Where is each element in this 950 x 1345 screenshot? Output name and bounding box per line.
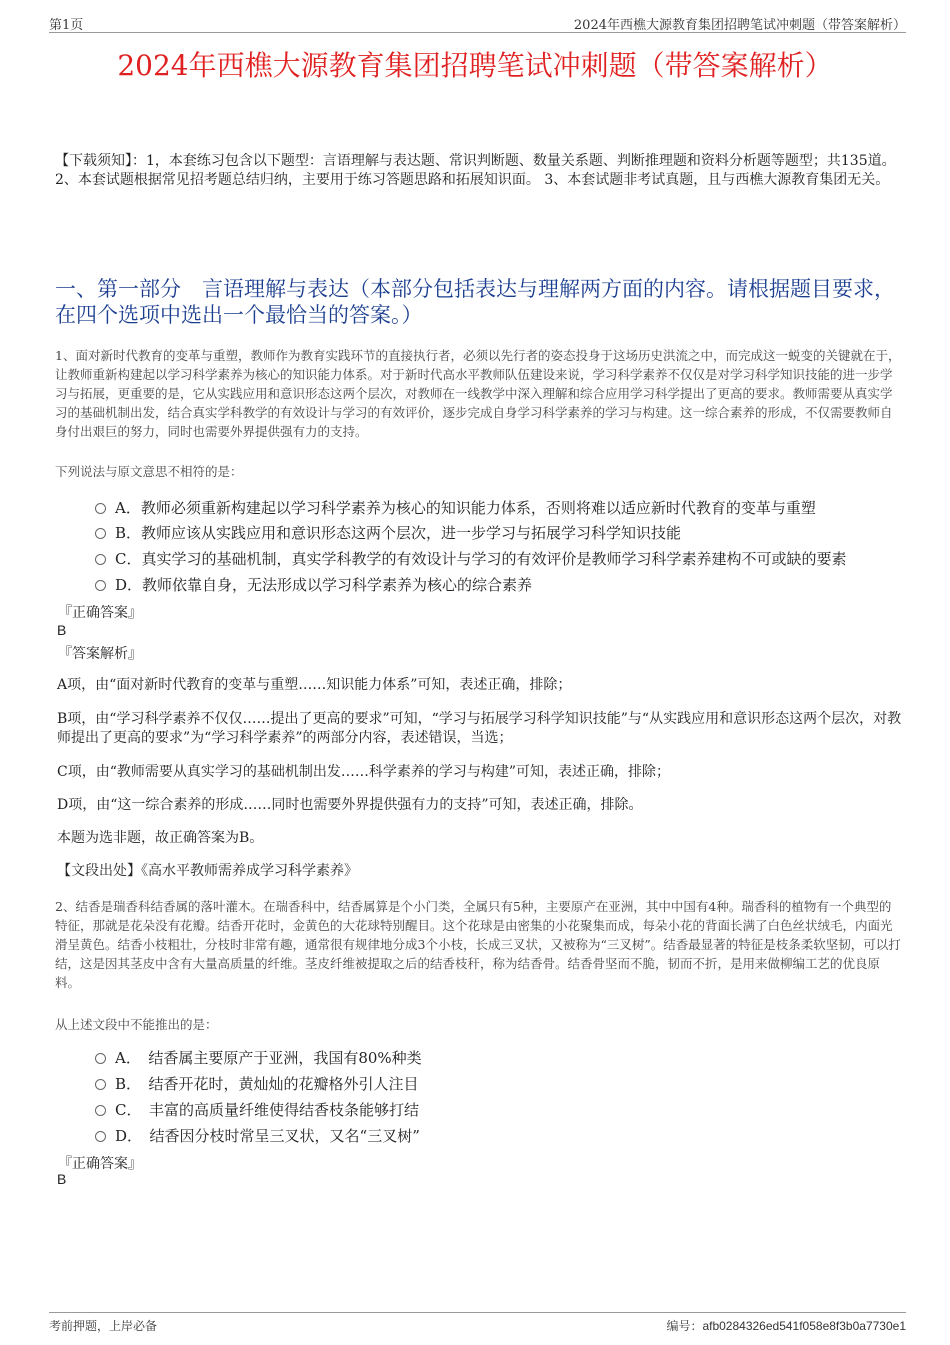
header-doc-title: 2024年西樵大源教育集团招聘笔试冲刺题（带答案解析）	[573, 18, 906, 33]
q1-answer-label: 『正确答案』	[58, 605, 142, 621]
header-divider	[49, 32, 906, 33]
question-1-stem: 下列说法与原文意思不相符的是：	[55, 464, 243, 479]
radio-icon[interactable]	[95, 528, 106, 539]
option-text: A． 结香属主要原产于亚洲，我国有80%种类	[115, 1049, 422, 1067]
footer-divider	[49, 1312, 906, 1313]
download-notice: 【下载须知】：1，本套练习包含以下题型：言语理解与表达题、常识判断题、数量关系题、判断推理题和资料分析题等题型；共135道。 2、本套试题根据常见招考题总结归纳，主要用于练习答题思路和拓展知识面。 3、本套试题非考试真题，且与西樵大源教育集团无关。	[55, 153, 896, 188]
q2-answer-label: 『正确答案』	[58, 1156, 142, 1172]
q1-analysis-d: D项，由“这一综合素养的形成……同时也需要外界提供强有力的支持”可知，表述正确，排除。	[57, 797, 643, 813]
radio-icon[interactable]	[95, 1053, 106, 1064]
q1-analysis-a: A项，由“面对新时代教育的变革与重塑……知识能力体系”可知，表述正确，排除；	[57, 677, 572, 693]
radio-icon[interactable]	[95, 1105, 106, 1116]
q2-option-a[interactable]	[95, 1047, 422, 1068]
q1-option-d[interactable]	[95, 574, 532, 595]
q2-option-d[interactable]	[95, 1125, 420, 1146]
option-text: B． 结香开花时，黄灿灿的花瓣格外引人注目	[115, 1075, 419, 1093]
section-title: 一、第一部分 言语理解与表达（本部分包括表达与理解两方面的内容。请根据题目要求，在四个选项中选出一个最恰当的答案。）	[55, 277, 895, 327]
page-title: 2024年西樵大源教育集团招聘笔试冲刺题（带答案解析）	[117, 49, 833, 82]
q1-source: 【文段出处】《高水平教师需养成学习科学素养》	[57, 863, 358, 879]
q2-option-b[interactable]	[95, 1073, 419, 1094]
option-text: B．教师应该从实践应用和意识形态这两个层次，进一步学习与拓展学习科学知识技能	[115, 524, 682, 542]
footer-slogan: 考前押题，上岸必备	[49, 1319, 158, 1333]
question-2-passage: 2、结香是瑞香科结香属的落叶灌木。在瑞香科中，结香属算是个小门类，全属只有5种，主要原产在亚洲，其中中国有4种。瑞香科的植物有一个典型的特征，那就是花朵没有花瓣。结香开花时，金黄色的大花球特别醒目。这个花球是由密集的小花聚集而成，每朵小花的背面长满了白色丝状绒毛，内面光滑呈黄色。结香小枝粗壮，分枝时非常有趣，通常很有规律地分成3个小枝，长成三叉状，又被称为“三叉树”。结香最显著的特征是枝条柔软坚韧，可以打结，这是因其茎皮中含有大量高质量的纤维。茎皮纤维被提取之后的结香枝秆，称为结香骨。结香骨坚而不脆，韧而不折，是用来做柳编工艺的优良原料。	[55, 899, 901, 990]
footer-serial	[666, 1317, 906, 1334]
q1-option-b[interactable]	[95, 522, 681, 543]
option-text: D．教师依靠自身，无法形成以学习科学素养为核心的综合素养	[115, 576, 533, 594]
option-text: A．教师必须重新构建起以学习科学素养为核心的知识能力体系，否则将难以适应新时代教育的变革与重塑	[115, 499, 816, 517]
option-text: C．真实学习的基础机制，真实学科教学的有效设计与学习的有效评价是教师学习科学素养建构不可或缺的要素	[115, 550, 847, 568]
q1-analysis-conclusion: 本题为选非题，故正确答案为B。	[57, 830, 264, 846]
question-2-stem: 从上述文段中不能推出的是：	[55, 1017, 218, 1032]
q1-option-a[interactable]	[95, 497, 816, 518]
page-header	[49, 14, 906, 32]
radio-icon[interactable]	[95, 580, 106, 591]
radio-icon[interactable]	[95, 1079, 106, 1090]
radio-icon[interactable]	[95, 554, 106, 565]
radio-icon[interactable]	[95, 503, 106, 514]
q2-answer: B	[57, 1171, 67, 1187]
page-number: 第1页	[49, 18, 84, 33]
question-1-passage: 1、面对新时代教育的变革与重塑，教师作为教育实践环节的直接执行者，必须以先行者的姿态投身于这场历史洪流之中，而完成这一蜕变的关键就在于，让教师重新构建起以学习科学素养为核心的知识能力体系。对于新时代高水平教师队伍建设来说，学习科学素养不仅仅是对学习科学知识技能的进一步学习与拓展，更重要的是，它从实践应用和意识形态这两个层次，对教师在一线教学中深入理解和综合应用学习科学提出了更高的要求。教师需要从真实学习的基础机制出发，结合真实学科教学的有效设计与学习的有效评价，逐步完成自身学习科学素养的学习与构建。这一综合素养的形成，不仅需要教师自身付出艰巨的努力，同时也需要外界提供强有力的支持。	[55, 348, 901, 439]
q1-analysis-label: 『答案解析』	[58, 646, 142, 662]
q2-option-c[interactable]	[95, 1099, 419, 1120]
q1-analysis-b: B项，由“学习科学素养不仅仅……提出了更高的要求”可知，“学习与拓展学习科学知识技能”与“从实践应用和意识形态这两个层次，对教师提出了更高的要求”为“学习科学素养”的两部分内容，表述错误，当选；	[57, 711, 902, 746]
option-text: D． 结香因分枝时常呈三叉状，又名“三叉树”	[115, 1127, 420, 1145]
q1-answer: B	[57, 622, 67, 638]
radio-icon[interactable]	[95, 1131, 106, 1142]
option-text: C． 丰富的高质量纤维使得结香枝条能够打结	[115, 1101, 419, 1119]
serial-label: 编号：	[666, 1319, 703, 1333]
serial-number: afb0284326ed541f058e8f3b0a7730e1	[702, 1319, 906, 1333]
q1-analysis-c: C项，由“教师需要从真实学习的基础机制出发……科学素养的学习与构建”可知，表述正确，排除；	[57, 764, 671, 780]
q1-option-c[interactable]	[95, 548, 846, 569]
